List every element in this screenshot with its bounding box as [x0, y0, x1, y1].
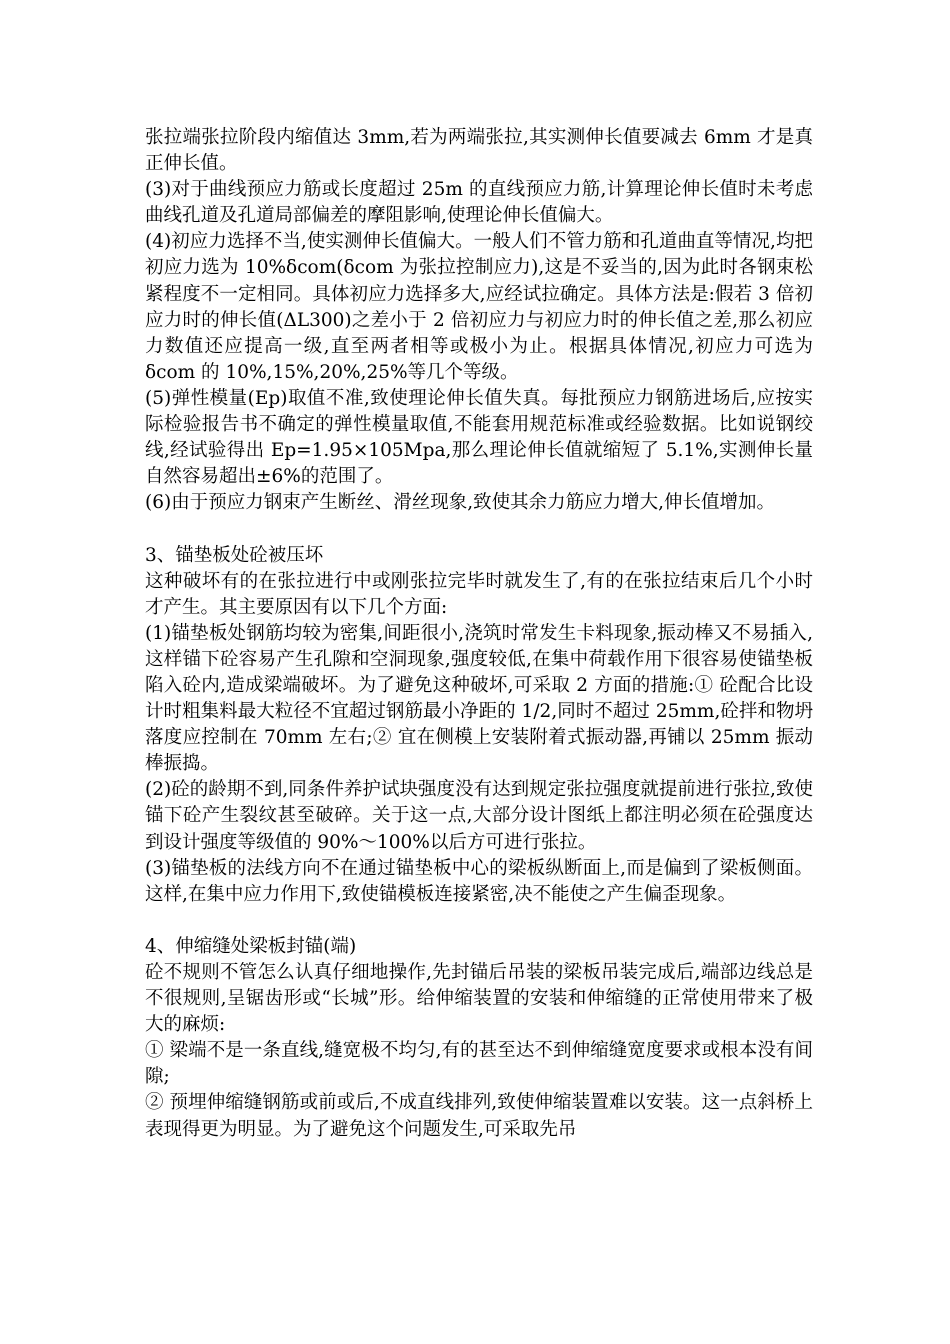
paragraph: (4)初应力选择不当,使实测伸长值偏大。一般人们不管力筋和孔道曲直等情况,均把初应力选为 10%δcom(δcom 为张拉控制应力),这是不妥当的,因为此时各钢束松紧程度不一定相同。具体初应力选择多大,应经试拉确定。具体方法是:假若 3 倍初应力时的伸长值(ΔL300)之差小于 2 倍初应力与初应力时的伸长值之差,那么初应力数值还应提高一级,直至两者相等或极小为止。根据具体情况,初应力可选为 δcom 的 10%,15%,20%,25%等几个等级。: [145, 231, 813, 383]
paragraph: (3)锚垫板的法线方向不在通过锚垫板中心的梁板纵断面上,而是偏到了梁板侧面。这样,在集中应力作用下,致使锚模板连接紧密,决不能使之产生偏歪现象。: [145, 857, 813, 905]
paragraph: 这种破坏有的在张拉进行中或刚张拉完毕时就发生了,有的在张拉结束后几个小时才产生。其主要原因有以下几个方面:: [145, 570, 813, 618]
paragraph: (3)对于曲线预应力筋或长度超过 25m 的直线预应力筋,计算理论伸长值时未考虑曲线孔道及孔道局部偏差的摩阻影响,使理论伸长值偏大。: [145, 179, 813, 227]
spacer: [145, 908, 813, 934]
spacer: [145, 516, 813, 542]
section-heading: 4、伸缩缝处梁板封锚(端): [145, 935, 357, 957]
document-page: [145, 125, 813, 1143]
paragraph: 砼不规则不管怎么认真仔细地操作,先封锚后吊装的梁板吊装完成后,端部边线总是不很规则,呈锯齿形或“长城”形。给伸缩装置的安装和伸缩缝的正常使用带来了极大的麻烦:: [145, 962, 813, 1036]
paragraph: ① 梁端不是一条直线,缝宽极不均匀,有的甚至达不到伸缩缝宽度要求或根本没有间隙;: [145, 1040, 813, 1088]
paragraph: 张拉端张拉阶段内缩值达 3mm,若为两端张拉,其实测伸长值要减去 6mm 才是真正伸长值。: [145, 127, 813, 175]
paragraph: (6)由于预应力钢束产生断丝、滑丝现象,致使其余力筋应力增大,伸长值增加。: [145, 492, 775, 514]
section-heading: 3、锚垫板处砼被压坏: [145, 544, 324, 566]
paragraph: (1)锚垫板处钢筋均较为密集,间距很小,浇筑时常发生卡料现象,振动棒又不易插入,这样锚下砼容易产生孔隙和空洞现象,强度较低,在集中荷载作用下很容易使锚垫板陷入砼内,造成梁端破坏。为了避免这种破坏,可采取 2 方面的措施:① 砼配合比设计时粗集料最大粒径不宜超过钢筋最小净距的 1/2,同时不超过 25mm,砼拌和物坍落度应控制在 70mm 左右;② 宜在侧模上安装附着式振动器,再铺以 25mm 振动棒振捣。: [145, 622, 813, 775]
paragraph: ② 预埋伸缩缝钢筋或前或后,不成直线排列,致使伸缩装置难以安装。这一点斜桥上表现得更为明显。为了避免这个问题发生,可采取先吊: [145, 1092, 813, 1140]
paragraph: (5)弹性模量(Ep)取值不准,致使理论伸长值失真。每批预应力钢筋进场后,应按实际检验报告书不确定的弹性模量取值,不能套用规范标准或经验数据。比如说钢绞线,经试验得出 Ep=1.95×105Mpa,那么理论伸长值就缩短了 5.1%,实测伸长量自然容易超出±6%的范围了。: [145, 387, 813, 488]
paragraph: (2)砼的龄期不到,同条件养护试块强度没有达到规定张拉强度就提前进行张拉,致使锚下砼产生裂纹甚至破碎。关于这一点,大部分设计图纸上都注明必须在砼强度达到设计强度等级值的 90%～100%以后方可进行张拉。: [145, 779, 813, 853]
